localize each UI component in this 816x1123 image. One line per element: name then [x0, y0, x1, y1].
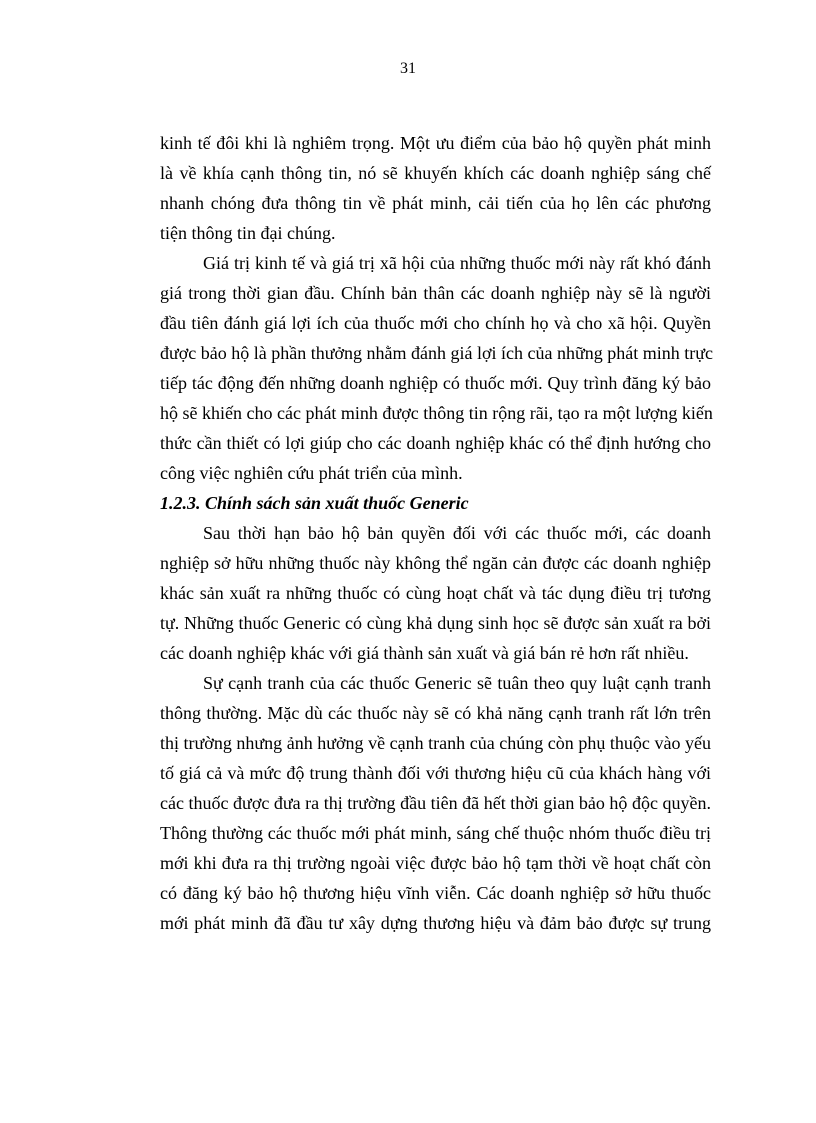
text-line: Sau thời hạn bảo hộ bản quyền đối với các thuốc mới, các doanh	[203, 523, 711, 543]
paragraph	[160, 518, 711, 668]
text-line: tiếp tác động đến những doanh nghiệp có thuốc mới. Quy trình đăng ký bảo	[160, 373, 711, 393]
text-line: giá trong thời gian đầu. Chính bản thân các doanh nghiệp này sẽ là người	[160, 283, 711, 303]
paragraph	[160, 668, 711, 938]
text-line: có đăng ký bảo hộ thương hiệu vĩnh viễn. Các doanh nghiệp sở hữu thuốc	[160, 883, 711, 903]
text-line: mới phát minh đã đầu tư xây dựng thương hiệu và đảm bảo được sự trung	[160, 913, 711, 933]
text-line: khác sản xuất ra những thuốc có cùng hoạt chất và tác dụng điều trị tương	[160, 583, 711, 603]
text-line: Sự cạnh tranh của các thuốc Generic sẽ tuân theo quy luật cạnh tranh	[203, 673, 711, 693]
text-line: mới khi đưa ra thị trường ngoài việc được bảo hộ tạm thời về hoạt chất còn	[160, 853, 711, 873]
text-line: hộ sẽ khiến cho các phát minh được thông tin rộng rãi, tạo ra một lượng kiến	[160, 403, 713, 423]
text-line: tiện thông tin đại chúng.	[160, 223, 336, 243]
text-line: thông thường. Mặc dù các thuốc này sẽ có khả năng cạnh tranh rất lớn trên	[160, 703, 711, 723]
text-line: Giá trị kinh tế và giá trị xã hội của những thuốc mới này rất khó đánh	[203, 253, 711, 273]
page-number: 31	[400, 60, 416, 77]
text-line: tự. Những thuốc Generic có cùng khả dụng sinh học sẽ được sản xuất ra bởi	[160, 613, 711, 633]
text-line: được bảo hộ là phần thưởng nhằm đánh giá lợi ích của những phát minh trực	[160, 343, 713, 363]
paragraph	[160, 248, 711, 488]
text-line: nghiệp sở hữu những thuốc này không thể ngăn cản được các doanh nghiệp	[160, 553, 711, 573]
text-line: đầu tiên đánh giá lợi ích của thuốc mới cho chính họ và cho xã hội. Quyền	[160, 313, 711, 333]
text-line: nhanh chóng đưa thông tin về phát minh, cải tiến của họ lên các phương	[160, 193, 711, 213]
section-heading: 1.2.3. Chính sách sản xuất thuốc Generic	[160, 493, 469, 513]
text-line: thức cần thiết có lợi giúp cho các doanh nghiệp khác có thể định hướng cho	[160, 433, 711, 453]
text-line: Thông thường các thuốc mới phát minh, sáng chế thuộc nhóm thuốc điều trị	[160, 823, 711, 843]
paragraph	[160, 128, 711, 248]
document-body	[160, 128, 711, 938]
text-line: các doanh nghiệp khác với giá thành sản xuất và giá bán rẻ hơn rất nhiều.	[160, 643, 689, 663]
text-line: tố giá cả và mức độ trung thành đối với thương hiệu cũ của khách hàng với	[160, 763, 711, 783]
text-line: các thuốc được đưa ra thị trường đầu tiên đã hết thời gian bảo hộ độc quyền.	[160, 793, 711, 813]
text-line: kinh tế đôi khi là nghiêm trọng. Một ưu điểm của bảo hộ quyền phát minh	[160, 133, 711, 153]
text-line: là về khía cạnh thông tin, nó sẽ khuyến khích các doanh nghiệp sáng chế	[160, 163, 711, 183]
text-line: thị trường nhưng ảnh hưởng về cạnh tranh của chúng còn phụ thuộc vào yếu	[160, 733, 711, 753]
text-line: công việc nghiên cứu phát triển của mình.	[160, 463, 463, 483]
